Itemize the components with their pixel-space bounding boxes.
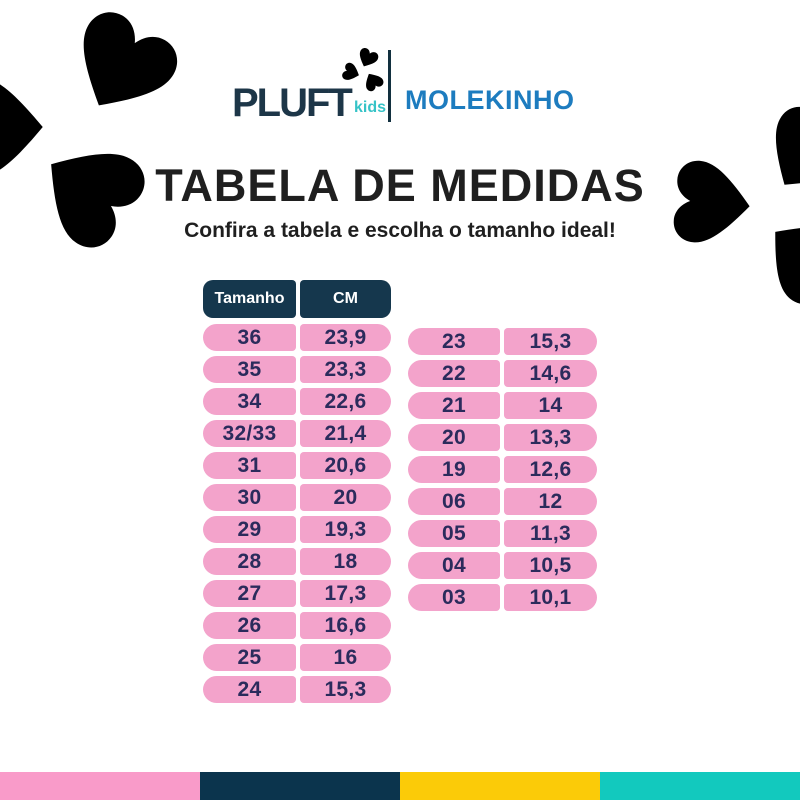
size-cell: 19 (408, 456, 500, 483)
cm-cell: 19,3 (300, 516, 391, 543)
size-cell: 05 (408, 520, 500, 547)
page-title: TABELA DE MEDIDAS (155, 160, 645, 211)
table-row (408, 488, 597, 515)
brand-header (0, 0, 800, 140)
header-cell-tamanho: Tamanho (203, 280, 296, 318)
table-row (203, 484, 391, 511)
table-row (408, 584, 597, 611)
cm-cell: 13,3 (504, 424, 597, 451)
cm-cell: 16 (300, 644, 391, 671)
table-row (408, 328, 597, 355)
table-row (203, 548, 391, 575)
table-header-row (203, 280, 391, 318)
table-row (408, 520, 597, 547)
size-cell: 34 (203, 388, 296, 415)
size-cell: 29 (203, 516, 296, 543)
molekinho-logo-text: MOLEKINHO (405, 85, 575, 115)
pluft-logo-text: PLUFT (232, 81, 351, 125)
cm-cell: 17,3 (300, 580, 391, 607)
cm-cell: 22,6 (300, 388, 391, 415)
bar-segment-navy (200, 772, 400, 800)
size-cell: 28 (203, 548, 296, 575)
cm-cell: 20 (300, 484, 391, 511)
bottom-color-bar (0, 772, 800, 800)
table-row (203, 644, 391, 671)
cm-cell: 18 (300, 548, 391, 575)
table-row (203, 388, 391, 415)
cm-cell: 15,3 (504, 328, 597, 355)
table-row (203, 420, 391, 447)
table-row (203, 612, 391, 639)
size-cell: 27 (203, 580, 296, 607)
table-row (408, 360, 597, 387)
size-table-left (203, 280, 391, 703)
table-row (408, 456, 597, 483)
pluft-kids-label: kids (354, 99, 387, 116)
size-cell: 04 (408, 552, 500, 579)
table-row (203, 452, 391, 479)
table-row (408, 424, 597, 451)
cm-cell: 14,6 (504, 360, 597, 387)
size-cell: 06 (408, 488, 500, 515)
cm-cell: 21,4 (300, 420, 391, 447)
size-cell: 21 (408, 392, 500, 419)
table-row (203, 324, 391, 351)
cm-cell: 16,6 (300, 612, 391, 639)
bar-segment-pink (0, 772, 200, 800)
size-cell: 36 (203, 324, 296, 351)
size-cell: 24 (203, 676, 296, 703)
size-cell: 30 (203, 484, 296, 511)
table-row (203, 676, 391, 703)
size-cell: 25 (203, 644, 296, 671)
size-cell: 23 (408, 328, 500, 355)
size-cell: 20 (408, 424, 500, 451)
table-row (203, 580, 391, 607)
header-cell-cm: CM (300, 280, 391, 318)
cm-cell: 11,3 (504, 520, 597, 547)
cm-cell: 23,3 (300, 356, 391, 383)
cm-cell: 12,6 (504, 456, 597, 483)
cm-cell: 15,3 (300, 676, 391, 703)
table-row (408, 392, 597, 419)
table-row (408, 552, 597, 579)
page-subtitle: Confira a tabela e escolha o tamanho ideal! (184, 219, 616, 242)
cm-cell: 12 (504, 488, 597, 515)
cm-cell: 10,5 (504, 552, 597, 579)
bar-segment-yellow (400, 772, 600, 800)
table-row (203, 516, 391, 543)
size-table-right (408, 328, 597, 611)
size-cell: 32/33 (203, 420, 296, 447)
size-cell: 22 (408, 360, 500, 387)
size-cell: 03 (408, 584, 500, 611)
cm-cell: 20,6 (300, 452, 391, 479)
brand-divider (388, 50, 391, 122)
cm-cell: 23,9 (300, 324, 391, 351)
cm-cell: 14 (504, 392, 597, 419)
bar-segment-teal (600, 772, 800, 800)
size-cell: 35 (203, 356, 296, 383)
table-row (203, 356, 391, 383)
size-cell: 26 (203, 612, 296, 639)
size-cell: 31 (203, 452, 296, 479)
cm-cell: 10,1 (504, 584, 597, 611)
